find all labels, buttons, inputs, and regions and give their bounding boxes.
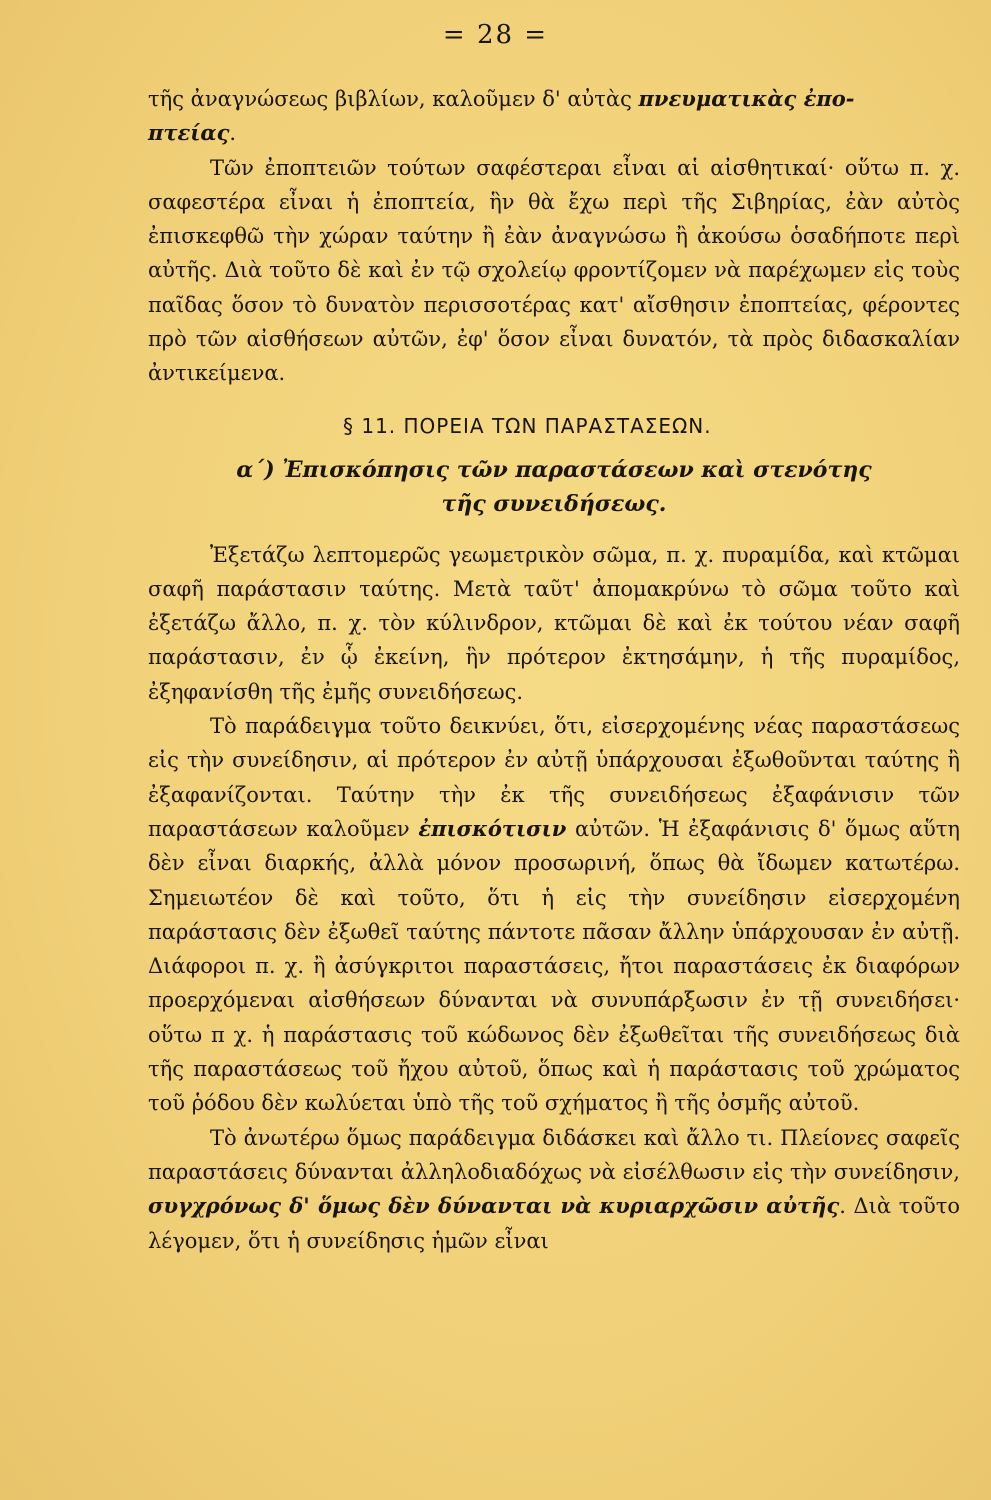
page-number: = 28 = [442,20,549,50]
paragraph-2: Τῶν ἐποπτειῶν τούτων σαφέστεραι εἶναι αἱ αἰσθητικαί· οὕτω π. χ. σαφεστέρα εἶναι ἡ ἐποπτεία, ἣν θὰ ἔχω περὶ τῆς Σιβηρίας, ἐὰν αὐτὸς ἐπισκεφθῶ τὴν χώραν ταύτην ἢ ἐὰν ἀναγνώσω ἢ ἀκούσω ὁσαδήποτε περὶ αὐτῆς. Διὰ τοῦτο δὲ καὶ ἐν τῷ σχολείῳ φροντίζομεν νὰ παρέχωμεν εἰς τοὺς παῖδας ὅσον τὸ δυνατὸν περισσοτέρας κατ' αἴσθησιν ἐποπτείας, φέροντες πρὸ τῶν αἰσθήσεων αὐτῶν, ἐφ' ὅσον εἶναι δυνατόν, τὰ πρὸς διδασκαλίαν ἀντικείμενα. [148,155,960,386]
text-run: τῆς ἀναγνώσεως βιβλίων, καλοῦμεν δ' αὐτὰς [148,87,639,111]
text-run: . [229,121,237,146]
subheading: α΄) Ἐπισκόπησις τῶν παραστάσεων καὶ στενότης [236,456,872,483]
subheading-continued: τῆς συνειδήσεως. [441,491,667,518]
text-run: . Διὰ τοῦτο λέγομεν, ὅτι ἡ συνείδησις ἡμῶν εἶναι [148,1194,960,1253]
paragraph-1 [148,82,960,151]
body-text [148,82,960,1258]
emphasis: συγχρόνως δ' ὅμως δὲν δύνανται νὰ κυριαρχῶσιν αὐτῆς [148,1193,840,1219]
emphasis: πτείας [148,120,230,146]
emphasis: ἐπισκότισιν [418,815,567,841]
text-run: Τὸ παράδειγμα τοῦτο δεικνύει, ὅτι, εἰσερχομένης νέας παραστάσεως εἰς τὴν συνείδησιν, αἱ πρότερον ἐν αὐτῇ ὑπάρχουσαι ἐξωθοῦνται ταύτης ἢ ἐξαφανίζονται. Ταύτην τὴν ἐκ τῆς συνειδήσεως ἐξαφάνισιν τῶν παραστάσεων καλοῦμεν [148,714,960,841]
text-run: Τὸ ἀνωτέρω ὅμως παράδειγμα διδάσκει καὶ ἄλλο τι. Πλείονες σαφεῖς παραστάσεις δύνανται ἀλληλοδιαδόχως νὰ εἰσέλθωσιν εἰς τὴν συνείδησιν, [148,1125,960,1184]
paragraph-5 [148,1121,960,1258]
paragraph-3: Ἐξετάζω λεπτομερῶς γεωμετρικὸν σῶμα, π. χ. πυραμίδα, καὶ κτῶμαι σαφῆ παράστασιν ταύτης. Μετὰ ταῦτ' ἀπομακρύνω τὸ σῶμα τοῦτο καὶ ἐξετάζω ἄλλο, π. χ. τὸν κύλινδρον, κτῶμαι δὲ καὶ ἐκ τούτου νέαν σαφῆ παράστασιν, ἐν ᾧ ἐκείνη, ἣν πρότερον ἐκτησάμην, ἡ τῆς πυραμίδος, ἐξηφανίσθη τῆς ἐμῆς συνειδήσεως. [148,542,960,704]
paragraph-4 [148,709,960,1121]
emphasis: πνευματικὰς ἐπο- [638,86,855,111]
text-run: αὐτῶν. Ἡ ἐξαφάνισις δ' ὅμως αὕτη δὲν εἶναι διαρκής, ἀλλὰ μόνον προσωρινή, ὅπως θὰ ἴδωμεν κατωτέρω. Σημειωτέον δὲ καὶ τοῦτο, ὅτι ἡ εἰς τὴν συνείδησιν εἰσερχομένη παράστασις δὲν ἐξωθεῖ ταύτης πάντοτε πᾶσαν ἄλλην ὑπάρχουσαν ἐν αὐτῇ. Διάφοροι π. χ. ἢ ἀσύγκριτοι παραστάσεις, ἤτοι παραστάσεις ἐκ διαφόρων προερχόμεναι αἰσθήσεων δύνανται νὰ συνυπάρξωσιν ἐν τῇ συνειδήσει· οὕτω π χ. ἡ παράστασις τοῦ κώδωνος δὲν ἐξωθεῖται τῆς συνειδήσεως διὰ τῆς παραστάσεως τοῦ ἤχου αὐτοῦ, ὅπως καὶ ἡ παράστασις τοῦ χρώματος τοῦ ῥόδου δὲν κωλύεται ὑπὸ τῆς τοῦ σχήματος ἢ τῆς ὀσμῆς αὐτοῦ. [148,816,960,1116]
section-heading: § 11. ΠΟΡΕΙΑ ΤΩΝ ΠΑΡΑΣΤΑΣΕΩΝ. [343,413,712,438]
